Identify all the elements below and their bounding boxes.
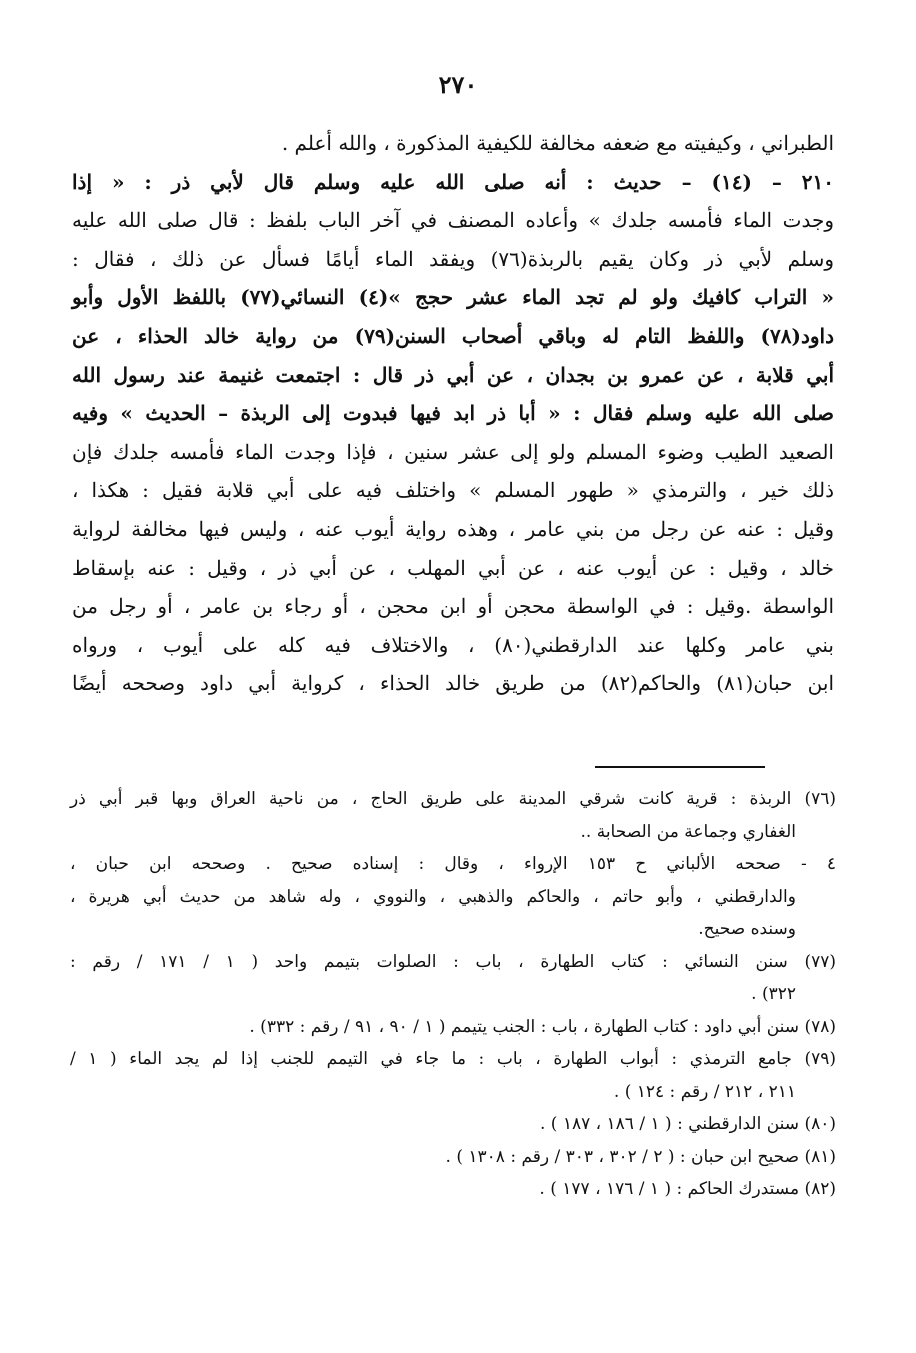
footnote-line: (٧٦) الربذة : قرية كانت شرقي المدينة على طريق الحاج ، من ناحية العراق وبها قبر أبي ذر [70, 789, 836, 809]
footnote-line: والدارقطني ، وأبو حاتم ، والحاكم والذهبي ، والنووي ، وله شاهد من حديث أبي هريرة ، [70, 886, 796, 907]
text-line: خالد ، وقيل : عن أيوب عنه ، عن أبي المهلب ، عن أبي ذر ، وقيل : عنه بإسقاط [72, 555, 834, 580]
footnote-81 [70, 1141, 836, 1174]
text-line: وجدت الماء فأمسه جلدك » وأعاده المصنف في آخر الباب بلفظ : قال صلى الله عليه [72, 208, 834, 233]
text-line: أبي قلابة ، عن عمرو بن بجدان ، عن أبي ذر قال : اجتمعت غنيمة عند رسول الله [72, 362, 834, 387]
text-line: داود(٧٨) واللفظ التام له وباقي أصحاب السنن(٧٩) من رواية خالد الحذاء ، عن [72, 323, 834, 348]
footnote-4 [70, 848, 836, 946]
footnote-line: ٤ - صححه الألباني ح ١٥٣ الإرواء ، وقال : إسناده صحيح . وصححه ابن حبان ، [70, 854, 836, 874]
footnote-77 [70, 946, 836, 1011]
footnote-line: ٣٢٢) . [751, 984, 796, 1004]
footnote-80 [70, 1108, 836, 1141]
text-line: ابن حبان(٨١) والحاكم(٨٢) من طريق خالد الحذاء ، كرواية أبي داود وصححه أيضًا [72, 671, 834, 696]
text-line: ذلك خير ، والترمذي « طهور المسلم » واختلف فيه على أبي قلابة فقيل : هكذا ، [72, 478, 834, 503]
footnote-line: وسنده صحيح. [698, 919, 796, 939]
text-line: بني عامر وكلها عند الدارقطني(٨٠) ، والاختلاف فيه كله على أيوب ، ورواه [72, 632, 834, 657]
text-line: صلى الله عليه وسلم فقال : « أبا ذر ابد فيها فبدوت إلى الربذة – الحديث » وفيه [72, 401, 834, 426]
footnote-line: ٢١١ ، ٢١٢ / رقم : ١٢٤ ) . [613, 1081, 796, 1102]
page-number: ٢٧٠ [438, 70, 478, 99]
footnote-76 [70, 783, 836, 848]
text-line: الصعيد الطيب وضوء المسلم ولو إلى عشر سنين ، فإذا وجدت الماء فأمسه جلدك فإن [72, 439, 834, 464]
footnote-line: (٧٨) سنن أبي داود : كتاب الطهارة ، باب : الجنب يتيمم ( ١ / ٩٠ ، ٩١ / رقم : ٣٣٢) . [249, 1016, 836, 1037]
footnote-79 [70, 1043, 836, 1108]
text-line: الواسطة .وقيل : في الواسطة محجن أو ابن محجن ، أو رجاء بن عامر ، أو رجل من [72, 594, 834, 619]
footnotes-section [70, 783, 836, 1206]
text-line: الطبراني ، وكيفيته مع ضعفه مخالفة للكيفية المذكورة ، والله أعلم . [281, 131, 834, 155]
text-line: وقيل : عنه عن رجل من بني عامر ، وهذه رواية أيوب عنه ، وليس فيها مخالفة لرواية [72, 516, 834, 541]
footnote-divider [595, 766, 765, 768]
footnote-78 [70, 1011, 836, 1044]
footnote-line: (٨٠) سنن الدارقطني : ( ١ / ١٨٦ ، ١٨٧ ) . [539, 1114, 836, 1134]
footnote-line: (٨١) صحيح ابن حبان : ( ٢ / ٣٠٢ ، ٣٠٣ / رقم : ١٣٠٨ ) . [445, 1146, 836, 1167]
footnote-line: (٧٧) سنن النسائي : كتاب الطهارة ، باب : الصلوات بتيمم واحد ( ١ / ١٧١ / رقم : [70, 951, 836, 972]
text-line: « التراب كافيك ولو لم تجد الماء عشر حجج »(٤) النسائي(٧٧) باللفظ الأول وأبو [72, 285, 835, 310]
footnote-line: الغفاري وجماعة من الصحابة .. [580, 821, 796, 842]
footnote-line: (٨٢) مستدرك الحاكم : ( ١ / ١٧٦ ، ١٧٧ ) . [539, 1179, 836, 1199]
main-text [72, 124, 834, 703]
text-line: ٢١٠ – (١٤) – حديث : أنه صلى الله عليه وسلم قال لأبي ذر : « إذا [72, 169, 835, 194]
text-line: وسلم لأبي ذر وكان يقيم بالربذة(٧٦) ويفقد الماء أيامًا فسأل عن ذلك ، فقال : [72, 246, 834, 271]
footnote-line: (٧٩) جامع الترمذي : أبواب الطهارة ، باب : ما جاء في التيمم للجنب إذا لم يجد الماء ( ١ / [70, 1049, 836, 1069]
footnote-82 [70, 1173, 836, 1206]
